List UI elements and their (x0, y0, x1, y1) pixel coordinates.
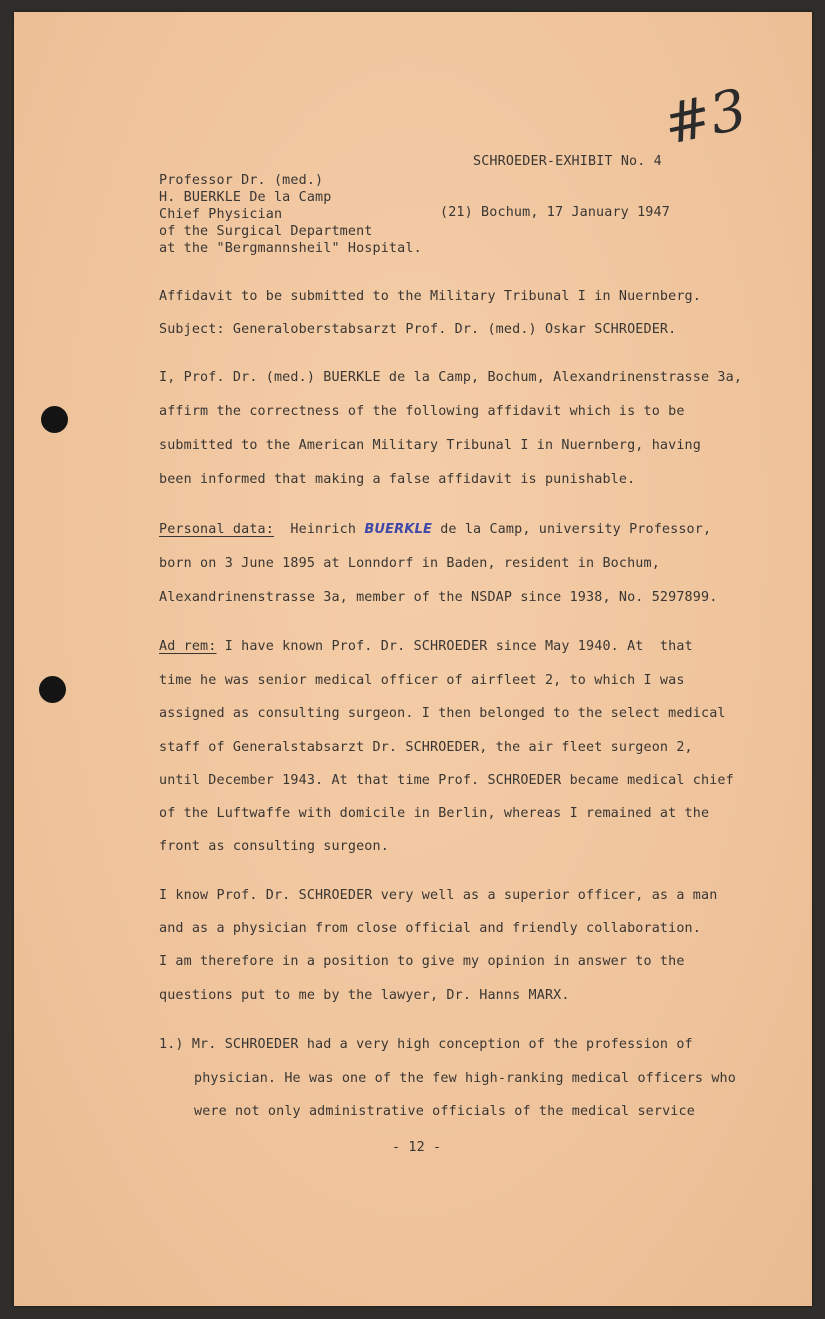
personal-data-line-2: born on 3 June 1895 at Lonndorf in Baden, resident in Bochum, (159, 556, 660, 571)
intro-line-1: I, Prof. Dr. (med.) BUERKLE de la Camp, Bochum, Alexandrinenstrasse 3a, (159, 370, 743, 385)
title-line: Affidavit to be submitted to the Military Tribunal I in Nuernberg. (159, 289, 701, 304)
handwritten-exhibit-mark: #3 (658, 77, 753, 158)
point1-line-2: physician. He was one of the few high-ranking medical officers who (194, 1071, 736, 1086)
intro-line-3: submitted to the American Military Tribunal I in Nuernberg, having (159, 438, 701, 453)
author-line-1: Professor Dr. (med.) (159, 173, 324, 188)
intro-line-2: affirm the correctness of the following affidavit which is to be (159, 404, 685, 419)
ad-rem-line-1 (159, 638, 693, 655)
ad-rem-line-1-text: I have known Prof. Dr. SCHROEDER since May 1940. At that (224, 639, 693, 654)
personal-data-line-1 (159, 521, 711, 538)
know-line-3: I am therefore in a position to give my opinion in answer to the (159, 954, 685, 969)
ad-rem-line-6: of the Luftwaffe with domicile in Berlin, whereas I remained at the (159, 806, 710, 821)
punch-hole-bottom (39, 676, 66, 703)
personal-data-label: Personal data: (159, 522, 274, 537)
know-line-2: and as a physician from close official and friendly collaboration. (159, 921, 701, 936)
know-line-1: I know Prof. Dr. SCHROEDER very well as a superior officer, as a man (159, 888, 718, 903)
personal-data-line-3: Alexandrinenstrasse 3a, member of the NSDAP since 1938, No. 5297899. (159, 590, 718, 605)
exhibit-label: SCHROEDER-EXHIBIT No. 4 (473, 154, 662, 169)
subject-line: Subject: Generaloberstabsarzt Prof. Dr. (med.) Oskar SCHROEDER. (159, 322, 677, 337)
point1-line-3: were not only administrative officials of the medical service (194, 1104, 695, 1119)
document-page (14, 12, 812, 1306)
ad-rem-line-4: staff of Generalstabsarzt Dr. SCHROEDER, the air fleet surgeon 2, (159, 740, 693, 755)
intro-line-4: been informed that making a false affidavit is punishable. (159, 472, 636, 487)
point1-line-1: 1.) Mr. SCHROEDER had a very high conception of the profession of (159, 1037, 693, 1052)
author-line-5: at the "Bergmannsheil" Hospital. (159, 241, 422, 256)
author-line-3: Chief Physician (159, 207, 283, 222)
know-line-4: questions put to me by the lawyer, Dr. Hanns MARX. (159, 988, 570, 1003)
personal-first-name: Heinrich (290, 522, 357, 537)
author-line-4: of the Surgical Department (159, 224, 373, 239)
ad-rem-line-7: front as consulting surgeon. (159, 839, 389, 854)
ad-rem-line-2: time he was senior medical officer of airfleet 2, to which I was (159, 673, 685, 688)
handwritten-surname: BUERKLE (364, 522, 432, 537)
ad-rem-label: Ad rem: (159, 639, 217, 654)
page-number: - 12 - (392, 1140, 442, 1155)
punch-hole-top (41, 406, 68, 433)
personal-data-line-1-rest: de la Camp, university Professor, (440, 522, 712, 537)
ad-rem-line-3: assigned as consulting surgeon. I then belonged to the select medical (159, 706, 726, 721)
place-date: (21) Bochum, 17 January 1947 (440, 205, 670, 220)
ad-rem-line-5: until December 1943. At that time Prof. SCHROEDER became medical chief (159, 773, 734, 788)
author-line-2: H. BUERKLE De la Camp (159, 190, 332, 205)
